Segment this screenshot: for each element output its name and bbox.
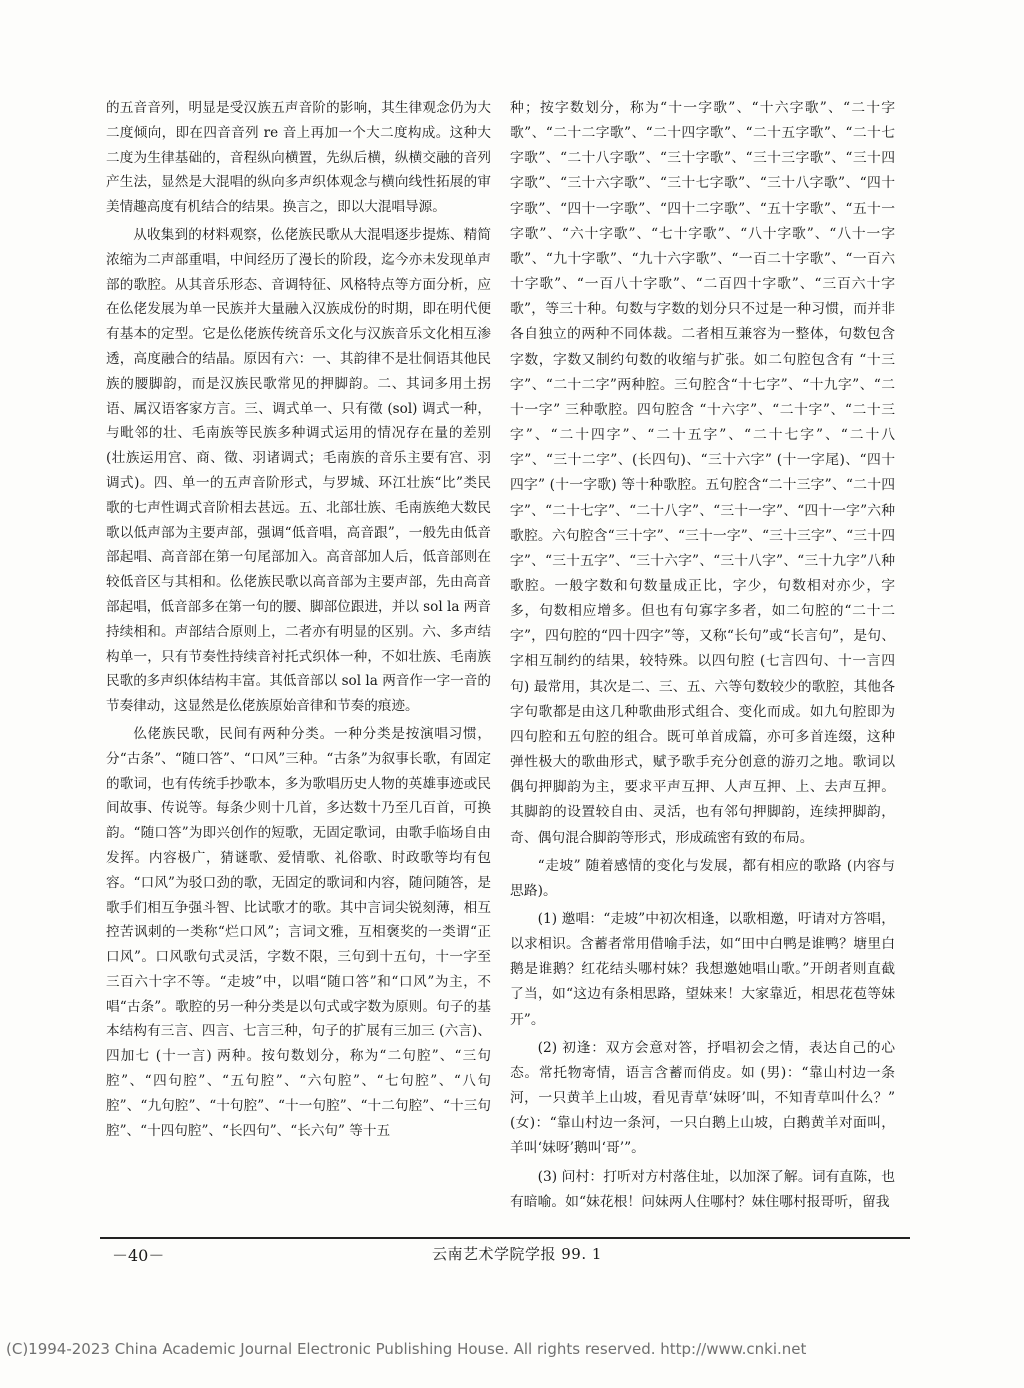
paragraph: 的五音音列，明显是受汉族五声音阶的影响，其生律观念仍为大二度倾向，即在四音音列 re 音上再加一个大二度构成。这种大二度为生律基础的，音程纵向横置，先纵后横，纵横交融的音列产生法，显然是大混唱的纵向多声织体观念与横向线性拓展的审美情趣高度有机结合的结果。换言之，即以大混唱导源。 xyxy=(106,100,491,216)
paragraph: 仫佬族民歌，民间有两种分类。一种分类是按演唱习惯，分“古条”、“随口答”、“口风”三种。“古条”为叙事长歌，有固定的歌词，也有传统手抄歌本，多为歌唱历史人物的英雄事迹或民间故事、传说等。每条少则十几首，多达数十乃至几百首，可换韵。“随口答”为即兴创作的短歌，无固定歌词，由歌手临场自由发挥。内容极广，猜谜歌、爱情歌、礼俗歌、时政歌等均有包容。“口风”为驳口劲的歌，无固定的歌词和内容，随问随答，是歌手们相互争强斗智、比试歌才的歌。其中言词尖锐刻薄，相互控苦讽刺的一类称“烂口风”；言词文雅，互相褒奖的一类谓“正口风”。口风歌句式灵活，字数不限，三句到十五句，十一字至三百六十字不等。“走坡”中，以唱“随口答”和“口风”为主，不唱“古条”。歌腔的另一种分类是以句式或字数为原则。句子的基本结构有三言、四言、七言三种，句子的扩展有三加三 (六言)、四加七 (十一言) 两种。按句数划分，称为“二句腔”、“三句腔”、“四句腔”、“五句腔”、“六句腔”、“七句腔”、“八句腔”、“九句腔”、“十句腔”、“十一句腔”、“十二句腔”、“十三句腔”、“十四句腔”、“长四句”、“长六句” 等十五 xyxy=(106,725,491,1139)
paragraph: “走坡” 随着感情的变化与发展，都有相应的歌路 (内容与思路)。 xyxy=(510,857,895,899)
copyright-notice: (C)1994-2023 China Academic Journal Electronic Publishing House. All rights reserved. http://www.cnki.net xyxy=(6,1340,807,1358)
paragraph: (2) 初逢：双方会意对答，抒唱初会之情，表达自己的心态。常托物寄情，语言含蓄而俏皮。如 (男)：“靠山村边一条河，一只黄羊上山坡，看见青草‘妹呀’叫，不知青草叫什么？” (女)：“靠山村边一条河，一只白鹅上山坡，白鹅黄羊对面叫，羊叫‘妹呀’鹅叫‘哥’”。 xyxy=(510,1039,895,1157)
paragraph: 种；按字数划分，称为“十一字歌”、“十六字歌”、“二十字歌”、“二十二字歌”、“二十四字歌”、“二十五字歌”、“二十七字歌”、“二十八字歌”、“三十字歌”、“三十三字歌”、“三十四字歌”、“三十六字歌”、“三十七字歌”、“三十八字歌”、“四十字歌”、“四十一字歌”、“四十二字歌”、“五十字歌”、“五十一字歌”、“六十字歌”、“七十字歌”、“八十字歌”、“八十一字歌”、“九十字歌”、“九十六字歌”、“一百二十字歌”、“一百六十字歌”、“一百八十字歌”、“二百四十字歌”、“三百六十字歌”，等三十种。句数与字数的划分只不过是一种习惯，而并非各自独立的两种不同体裁。二者相互兼容为一整体，句数包含字数，字数又制约句数的收缩与扩张。如二句腔包含有 “十三字”、“二十二字”两种腔。三句腔含“十七字”、“十九字”、“二十一字” 三种歌腔。四句腔含 “十六字”、“二十字”、“二十三字”、“二十四字”、“二十五字”、“二十七字”、“二十八字”、“三十二字”、(长四句)、“三十六字” (十一字尾)、“四十四字” (十一字歌) 等十种歌腔。五句腔含“二十三字”、“二十四字”、“二十七字”、“二十八字”、“三十一字”、“四十一字”六种歌腔。六句腔含“三十字”、“三十一字”、“三十三字”、“三十四字”、“三十五字”、“三十六字”、“三十八字”、“三十九字”八种歌腔。一般字数和句数量成正比，字少，句数相对亦少，字多，句数相应增多。但也有句寡字多者，如二句腔的“二十二字”，四句腔的“四十四字”等，又称“长句”或“长言句”，是句、字相互制约的结果，较特殊。以四句腔 (七言四句、十一言四句) 最常用，其次是二、三、五、六等句数较少的歌腔，其他各字句歌都是由这几种歌曲形式组合、变化而成。如九句腔即为四句腔和五句腔的组合。既可单首成篇，亦可多首连缀，这种弹性极大的歌曲形式，赋予歌手充分创意的游刃之地。歌词以偶句押脚韵为主，要求平声互押、人声互押、上、去声互押。其脚韵的设置较自由、灵活，也有邻句押脚韵，连续押脚韵，奇、偶句混合脚韵等形式，形成疏密有致的布局。 xyxy=(510,100,895,846)
paragraph: (3) 问村：打听对方村落住址，以加深了解。词有直陈，也有暗喻。如“妹花根！问妹两人住哪村？妹住哪村报哥听，留我 xyxy=(510,1168,895,1210)
paragraph: 从收集到的材料观察，仫佬族民歌从大混唱逐步提炼、精简浓缩为二声部重唱，中间经历了漫长的阶段，迄今亦未发现单声部的歌腔。从其音乐形态、音调特征、风格特点等方面分析，应在仫佬发展为单一民族并大量融入汉族成份的时期，即在明代便有基本的定型。它是仫佬族传统音乐文化与汉族音乐文化相互渗透，高度融合的结晶。原因有六：一、其韵律不是壮侗语其他民族的腰脚韵，而是汉族民歌常见的押脚韵。二、其词多用土拐语、属汉语客家方言。三、调式单一、只有徵 (sol) 调式一种，与毗邻的壮、毛南族等民族多种调式运用的情况存在量的差别 (壮族运用宫、商、徵、羽诸调式；毛南族的音乐主要有宫、羽调式)。四、单一的五声音阶形式，与罗城、环江壮族“比”类民歌的七声性调式音阶相去甚远。五、北部壮族、毛南族绝大数民歌以低声部为主要声部，强调“低音唱，高音跟”，一般先由低音部起唱、高音部在第一句尾部加入。高音部加人后，低音部则在较低音区与其相和。仫佬族民歌以高音部为主要声部，先由高音部起唱，低音部多在第一句的腰、脚部位跟进，并以 sol la 两音持续相和。声部结合原则上，二者亦有明显的区别。六、多声结构单一，只有节奏性持续音衬托式织体一种，不如壮族、毛南族民歌的多声织体结构丰富。其低音部以 sol la 两音作一字一音的节奏律动，这显然是仫佬族原始音律和节奏的痕迹。 xyxy=(106,226,491,715)
footer-rule xyxy=(100,1237,910,1239)
right-column xyxy=(510,96,895,1215)
page-number: －40－ xyxy=(112,1246,165,1265)
paragraph: (1) 邀唱：“走坡”中初次相逢，以歌相邀，吁请对方答唱，以求相识。含蓄者常用借喻手法，如“田中白鸭是谁鸭？塘里白鹅是谁鹅？红花结头哪村妹？我想邀她唱山歌。”开朗者则直截了当，如“这边有条相思路，望妹来！大家靠近，相思花苞等妹开”。 xyxy=(510,911,895,1028)
left-column xyxy=(106,96,491,1143)
journal-name: 云南艺术学院学报 99. 1 xyxy=(432,1245,602,1263)
